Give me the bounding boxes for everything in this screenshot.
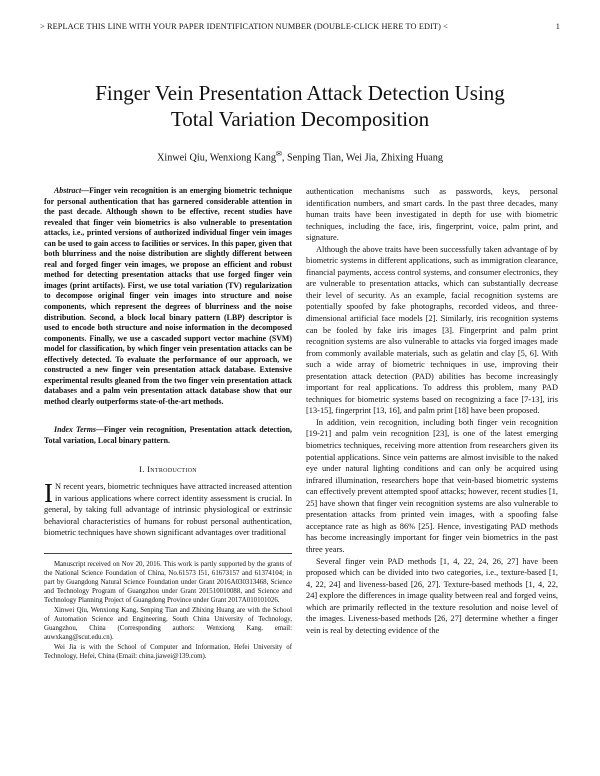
footnote-affiliation-2: Wei Jia is with the School of Computer and Information, Hefei University of Technology, Hefei, China (Email: china.jiawei@139.com). <box>44 643 292 660</box>
footnote-funding: Manuscript received on Nov 20, 2016. This work is partly supported by the grants of the National Science Foundation of China, No.61573 I51, 61673157 and 61374104; in part by Guangdong Natural Science Foundation under Grant 2016A030313468, Science and Technology Program of Guangzhou under Grant 201510010088, and Science and Technology Planning Project of Guangdong Province under Grant 2017A010101026. <box>44 560 292 604</box>
authors-text-rest: , Senping Tian, Wei Jia, Zhixing Huang <box>281 152 443 164</box>
author-list <box>40 150 560 163</box>
abstract-label: Abstract <box>54 186 82 195</box>
index-terms-text: —Finger vein recognition, Presentation attack detection, Total variation, Local binary pattern. <box>44 425 292 446</box>
body-paragraph-3: In addition, vein recognition, including both finger vein recognition [19-21] and palm vein recognition [23], is one of the latest emerging biometrics techniques, receiving more attention from researchers given its potential applications. Since vein patterns are almost invisible to the naked eye under natural lighting conditions and can only be acquired using infrared illumination, researchers hope that vein-based biometric systems can effectively prevent attempted spoof attacks; however, recent studies [1, 25] have shown that finger vein recognition systems are also vulnerable to presentation attacks from printed vein images, with a spoofing false acceptance rate as high as 86% [25]. Hence, investigating PAD methods has become increasingly important for finger vein biometrics in the past three years. <box>306 417 558 554</box>
footnote-affiliation-1: Xinwei Qiu, Wenxiong Kang, Senping Tian and Zhixing Huang are with the School of Automation Science and Engineering, South China University of Technology, Guangzhou, China (Corresponding authors: Wenxiong Kang. email: auwxkang@scut.edu.cn). <box>44 606 292 641</box>
page-header <box>40 22 560 36</box>
abstract-text: —Finger vein recognition is an emerging biometric technique for personal authentication that has garnered considerable attention in the past decade. Although shown to be effective, recent studies have revealed that finger vein biometrics is also vulnerable to presentation attacks, i.e., printed versions of authorized individual finger vein images can be used to gain access to facilities or services. In this paper, given that both blurriness and the noise distribution are slightly different between real and forged finger vein images, we propose an efficient and robust method for detecting presentation attacks that use forged finger vein images (print artifacts). First, we use total variation (TV) regularization to decompose original finger vein images into structure and noise components, which represent the degrees of blurriness and the noise distribution. Second, a block local binary pattern (LBP) descriptor is used to encode both structure and noise information in the decomposed components. Finally, we use a cascaded support vector machine (SVM) model for classification, by which finger vein presentation attacks can be effectively detected. To evaluate the performance of our approach, we constructed a new finger vein presentation attack database. Extensive experimental results gleaned from the two finger vein presentation attack databases and a palm vein presentation attack database show that our method clearly outperforms state-of-the-art methods. <box>44 186 292 406</box>
drop-cap: I <box>44 478 53 509</box>
abstract <box>44 186 292 407</box>
footnote-divider <box>44 553 292 554</box>
header-text: > REPLACE THIS LINE WITH YOUR PAPER IDENTIFICATION NUMBER (DOUBLE-CLICK HERE TO EDIT) < <box>40 22 448 31</box>
index-terms-label: Index Terms <box>54 425 96 435</box>
intro-paragraph <box>44 478 292 539</box>
title-line-2: Total Variation Decomposition <box>170 107 430 131</box>
paper-title <box>40 80 560 132</box>
body-paragraph-1: authentication mechanisms such as passwords, keys, personal identification numbers, and smart cards. In the past three decades, many human traits have been investigated in depth for use with biometric techniques, including the face, iris, fingerprint, voice, palm print, and signature. <box>306 187 558 243</box>
section-heading-introduction: I. Introduction <box>139 463 197 474</box>
page-number: 1 <box>555 22 560 31</box>
right-column <box>306 186 558 636</box>
corresponding-author-icon: ✉ <box>275 150 282 158</box>
body-paragraph-4: Several finger vein PAD methods [1, 4, 22, 24, 26, 27] have been proposed which can be divided into two categories, i.e., texture-based [1, 4, 22, 24] and liveness-based [26, 27]. Texture-based methods [1, 4, 22, 24] explore the differences in image quality between real and forged veins, which are primarily reflected in the texture resolution and noise level of the images. Liveness-based methods [26, 27] determine whether a finger vein is real by detecting evidence of the <box>306 556 558 635</box>
intro-text: N recent years, biometric techniques have attracted increased attention in various applications where correct identity assessment is crucial. In general, by taking full advantage of intrinsic physiological or extrinsic behavioral characteristics of humans for robust personal authentication, biometric techniques have shown significant advantages over traditional <box>44 482 292 538</box>
title-line-1: Finger Vein Presentation Attack Detection Using <box>95 81 505 105</box>
body-paragraph-2: Although the above traits have been successfully taken advantage of by biometric systems in different applications, such as immigration clearance, financial payments, access control systems, and consumer electronics, they are vulnerable to presentation attacks, which can substantially decrease their level of security. As an example, facial recognition systems are potentially spoofed by fake photographs, recorded videos, and three-dimensional artificial face models [2]. Similarly, iris recognition systems can be fooled by fake iris images [3]. Fingerprint and palm print recognition systems are also vulnerable to attacks via forged images made from commonly available materials, such as gelatin and clay [5, 6]. With such a wide array of biometric techniques in use, improving their presentation attack detection (PAD) abilities has become increasingly important for real applications. To address this problem, many PAD techniques for biometric systems based on recognizing a face [7-13], iris [13-15], fingerprint [13, 16], and palm print [18] have been proposed. <box>306 244 558 416</box>
index-terms <box>44 425 292 446</box>
authors-text: Xinwei Qiu, Wenxiong Kang <box>157 152 276 164</box>
left-column <box>44 186 292 662</box>
